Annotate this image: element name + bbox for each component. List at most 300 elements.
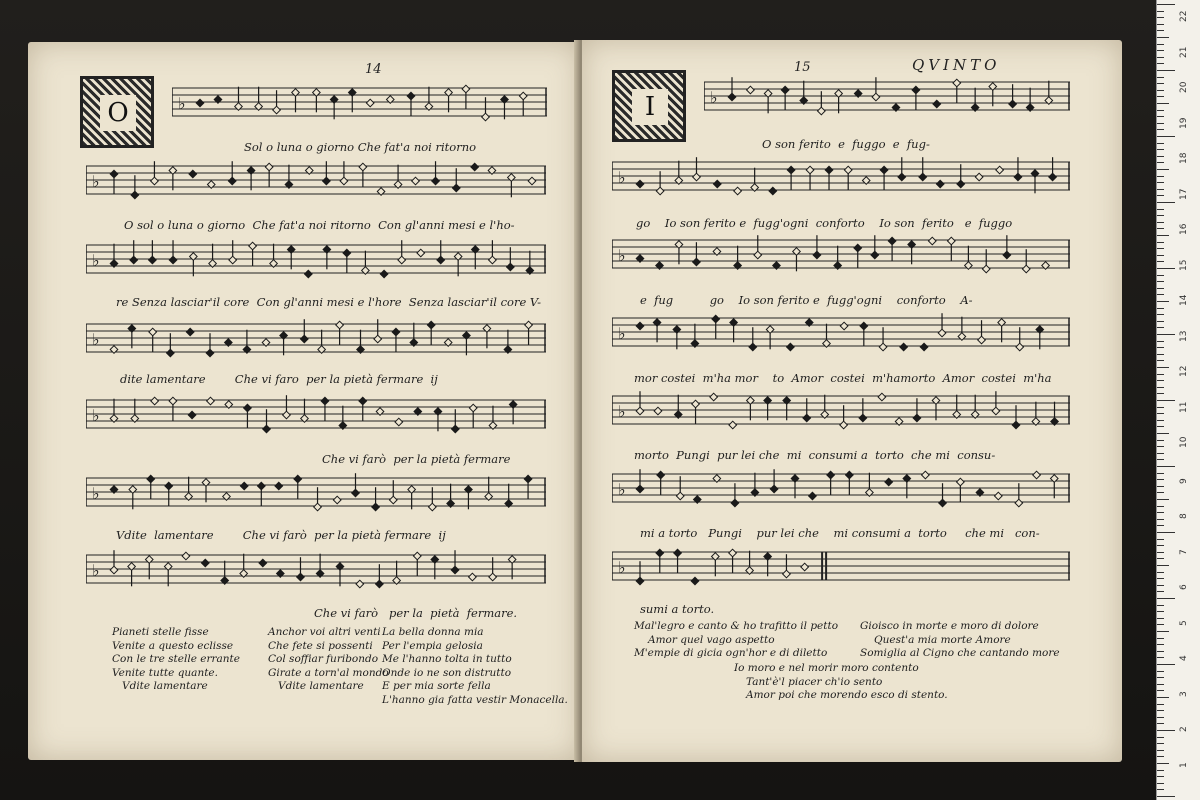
note-head — [149, 256, 157, 264]
note-head — [754, 251, 762, 259]
decorated-initial-right — [612, 70, 686, 142]
ruler-tick — [1157, 413, 1164, 414]
ruler-number: 10 — [1179, 436, 1189, 448]
staff-engraving — [172, 80, 547, 134]
note-head — [919, 173, 927, 181]
ruler-tick — [1157, 63, 1164, 64]
note-head — [729, 421, 737, 429]
ruler-number: 19 — [1179, 117, 1189, 129]
ruler-tick — [1157, 525, 1164, 526]
verse-line: Tant'è'l piacer ch'io sento — [746, 675, 883, 688]
note-head — [110, 566, 118, 574]
note-head — [147, 475, 155, 483]
verse-line: Somiglia al Cigno che cantando more — [860, 647, 1060, 660]
ruler-number: 17 — [1179, 188, 1189, 200]
staff-right-4 — [612, 310, 1070, 364]
clef-glyph: ♭ — [92, 484, 100, 503]
note-head — [413, 552, 421, 560]
note-head — [978, 336, 986, 344]
ruler-tick — [1157, 4, 1175, 5]
note-head — [801, 563, 809, 571]
note-head — [859, 414, 867, 422]
verse-left-col-2 — [268, 626, 389, 694]
clef-glyph: ♭ — [92, 406, 100, 425]
ruler-tick — [1157, 110, 1164, 111]
note-head — [1015, 499, 1023, 507]
ruler-number: 9 — [1179, 477, 1189, 484]
lyric-left-6: Vdite lamentare Che vi farò per la pietà fermare ij — [116, 528, 446, 542]
lyric-right-2: go Io son ferito e fugg'ogni conforto Io son ferito e fuggo — [636, 216, 1013, 230]
ruler-tick — [1157, 459, 1164, 460]
note-head — [451, 425, 459, 433]
clef-glyph: ♭ — [618, 324, 626, 343]
ruler-tick — [1157, 235, 1169, 236]
staff-left-1 — [172, 80, 547, 134]
verse-line: Io moro e nel morir moro contento — [734, 662, 919, 674]
note-head — [188, 411, 196, 419]
note-head — [314, 503, 322, 511]
staff-left-4 — [86, 316, 546, 370]
ruler-tick — [1157, 697, 1169, 698]
verse-line: L'hanno gia fatta vestir Monacella. — [382, 693, 568, 706]
note-head — [809, 492, 817, 500]
ruler-tick — [1157, 532, 1175, 533]
ruler-tick — [1157, 215, 1164, 216]
lyric-right-1: O son ferito e fuggo e fug- — [762, 137, 930, 151]
note-head — [359, 397, 367, 405]
note-head — [813, 251, 821, 259]
note-head — [305, 270, 313, 278]
note-head — [525, 321, 533, 329]
note-head — [674, 549, 682, 557]
note-head — [300, 335, 308, 343]
ruler-number: 12 — [1179, 365, 1189, 377]
ruler-tick — [1157, 294, 1164, 295]
lyric-left-2: O sol o luna o giorno Che fat'a noi ritorno Con gl'anni mesi e l'ho- — [124, 218, 515, 232]
ruler-tick — [1157, 776, 1164, 777]
measuring-ruler — [1156, 0, 1200, 800]
staff-engraving — [612, 232, 1070, 286]
lyric-right-6: mi a torto Pungi pur lei che mi consumi a torto che mi con- — [640, 526, 1040, 540]
ruler-tick — [1157, 17, 1164, 18]
ruler-number: 4 — [1179, 655, 1189, 661]
note-head — [827, 471, 835, 479]
note-head — [710, 393, 718, 401]
note-head — [975, 173, 983, 181]
ruler-tick — [1157, 261, 1164, 262]
staff-engraving — [612, 310, 1070, 364]
note-head — [749, 343, 757, 351]
note-head — [489, 573, 497, 581]
note-head — [366, 99, 374, 107]
ruler-tick — [1157, 664, 1175, 665]
ruler-tick — [1157, 136, 1175, 137]
note-head — [283, 411, 291, 419]
note-head — [1003, 251, 1011, 259]
lyric-right-3: e fug go Io son ferito e fugg'ogni conforto A- — [640, 293, 973, 307]
clef-glyph: ♭ — [618, 168, 626, 187]
note-head — [130, 256, 138, 264]
ruler-tick — [1157, 479, 1164, 480]
note-head — [898, 173, 906, 181]
verse-line: Venite a questo eclisse — [112, 639, 234, 652]
note-head — [860, 322, 868, 330]
ruler-tick — [1157, 228, 1164, 229]
ruler-tick — [1157, 624, 1164, 625]
note-head — [469, 404, 477, 412]
note-head — [770, 485, 778, 493]
note-head — [691, 577, 699, 585]
ruler-tick — [1157, 631, 1169, 632]
staff-right-5 — [612, 388, 1070, 442]
ruler-tick — [1157, 308, 1164, 309]
note-head — [524, 475, 532, 483]
verse-line: Girate a torn'al mondo — [268, 666, 389, 679]
note-head — [992, 407, 1000, 415]
staff-right-1 — [704, 74, 1070, 128]
ruler-tick — [1157, 176, 1164, 177]
verse-line: Onde io ne son distrutto — [382, 666, 512, 679]
ruler-tick — [1157, 657, 1164, 658]
note-head — [939, 499, 947, 507]
note-head — [783, 570, 791, 578]
note-head — [818, 107, 826, 115]
note-head — [359, 163, 367, 171]
ruler-number: 16 — [1179, 223, 1189, 235]
staff-right-3 — [612, 232, 1070, 286]
note-head — [333, 496, 341, 504]
verse-line: Me l'hanno tolta in tutto — [382, 653, 512, 666]
clef-glyph: ♭ — [710, 88, 718, 107]
ruler-tick — [1157, 420, 1164, 421]
ruler-tick — [1157, 50, 1164, 51]
ruler-tick — [1157, 737, 1164, 738]
staff-engraving — [86, 547, 546, 601]
staff-engraving — [86, 392, 546, 446]
ruler-number: 5 — [1179, 619, 1189, 626]
ruler-tick — [1157, 195, 1164, 196]
note-head — [734, 187, 742, 195]
note-head — [676, 492, 684, 500]
note-head — [294, 475, 302, 483]
note-head — [471, 163, 479, 171]
ruler-tick — [1157, 440, 1164, 441]
ruler-tick — [1157, 473, 1164, 474]
ruler-number: 15 — [1179, 259, 1189, 271]
lyric-left-5: Che vi farò per la pietà fermare — [322, 452, 511, 466]
ruler-tick — [1157, 11, 1164, 12]
note-head — [507, 263, 515, 271]
ruler-tick — [1157, 638, 1164, 639]
ruler-tick — [1157, 202, 1175, 203]
ruler-tick — [1157, 512, 1164, 513]
ruler-tick — [1157, 129, 1164, 130]
note-head — [1049, 173, 1057, 181]
ruler-tick — [1157, 44, 1164, 45]
note-head — [437, 256, 445, 264]
note-head — [417, 249, 425, 257]
ruler-number: 7 — [1179, 548, 1189, 555]
note-head — [636, 180, 644, 188]
note-head — [953, 79, 961, 87]
ruler-tick — [1157, 611, 1164, 612]
ruler-tick — [1157, 182, 1164, 183]
ruler-tick — [1157, 407, 1164, 408]
lyric-left-4: dite lamentare Che vi faro per la pietà fermare ij — [120, 372, 438, 386]
staff-engraving — [612, 544, 1070, 598]
ruler-tick — [1157, 789, 1164, 790]
ruler-tick — [1157, 116, 1164, 117]
note-head — [880, 166, 888, 174]
note-head — [747, 86, 755, 94]
staff-left-3 — [86, 237, 546, 291]
ruler-number: 2 — [1179, 726, 1189, 732]
note-head — [451, 566, 459, 574]
ruler-tick — [1157, 321, 1164, 322]
ruler-tick — [1157, 268, 1175, 269]
note-head — [912, 86, 920, 94]
note-head — [1016, 343, 1024, 351]
staff-engraving — [612, 466, 1070, 520]
verse-right-col-1 — [634, 620, 838, 661]
ruler-tick — [1157, 499, 1169, 500]
ruler-tick — [1157, 426, 1164, 427]
ruler-tick — [1157, 77, 1164, 78]
note-head — [957, 180, 965, 188]
ruler-tick — [1157, 585, 1164, 586]
note-head — [374, 335, 382, 343]
ruler-number: 6 — [1179, 584, 1189, 590]
ruler-tick — [1157, 281, 1164, 282]
note-head — [151, 177, 159, 185]
note-head — [519, 92, 527, 100]
ruler-tick — [1157, 558, 1164, 559]
ruler-tick — [1157, 466, 1175, 467]
verse-line: Vdite lamentare — [112, 680, 208, 693]
clef-glyph: ♭ — [618, 480, 626, 499]
ruler-tick — [1157, 545, 1164, 546]
ruler-tick — [1157, 393, 1164, 394]
note-head — [265, 163, 273, 171]
verse-line: M'empie di gicia ogn'hor e di diletto — [634, 647, 828, 660]
lyric-right-5: morto Pungi pur lei che mi consumi a torto che mi consu- — [634, 448, 996, 462]
staff-engraving — [612, 154, 1070, 208]
verse-line: Quest'a mia morte Amore — [874, 633, 1011, 646]
note-head — [692, 400, 700, 408]
note-head — [169, 397, 177, 405]
note-head — [412, 177, 420, 185]
ruler-tick — [1157, 156, 1164, 157]
verse-left-col-1 — [112, 626, 240, 694]
note-head — [167, 349, 175, 357]
ruler-tick — [1157, 70, 1175, 71]
ruler-tick — [1157, 24, 1164, 25]
verse-line: Mal'legro e canto & ho trafitto il petto — [634, 620, 839, 632]
verse-line: Con le tre stelle errante — [112, 653, 240, 666]
note-head — [656, 187, 664, 195]
ruler-tick — [1157, 103, 1169, 104]
ruler-tick — [1157, 149, 1164, 150]
ruler-tick — [1157, 341, 1164, 342]
ruler-tick — [1157, 519, 1164, 520]
note-head — [840, 322, 848, 330]
ruler-tick — [1157, 717, 1164, 718]
ruler-number: 11 — [1179, 401, 1189, 413]
ruler-tick — [1157, 690, 1164, 691]
note-head — [149, 328, 157, 336]
note-head — [636, 407, 644, 415]
ruler-number: 22 — [1179, 10, 1189, 22]
note-head — [1033, 471, 1041, 479]
note-head — [427, 321, 435, 329]
note-head — [885, 478, 893, 486]
note-head — [376, 580, 384, 588]
ruler-tick — [1157, 143, 1164, 144]
ruler-tick — [1157, 684, 1164, 685]
note-head — [380, 270, 388, 278]
note-head — [297, 573, 305, 581]
verse-left-col-3 — [382, 626, 568, 708]
note-head — [244, 404, 252, 412]
lyric-left-7: Che vi farò per la pietà fermare. — [314, 606, 518, 620]
note-head — [922, 471, 930, 479]
note-head — [429, 503, 437, 511]
note-head — [781, 86, 789, 94]
initial-letter-right: I — [632, 89, 668, 125]
ruler-tick — [1157, 380, 1164, 381]
note-head — [275, 482, 283, 490]
note-head — [787, 343, 795, 351]
ruler-tick — [1157, 605, 1164, 606]
note-head — [729, 549, 737, 557]
ruler-tick — [1157, 453, 1164, 454]
ruler-tick — [1157, 354, 1164, 355]
ruler-tick — [1157, 433, 1169, 434]
note-head — [207, 397, 215, 405]
note-head — [201, 559, 209, 567]
note-head — [933, 100, 941, 108]
note-head — [840, 421, 848, 429]
note-head — [1009, 100, 1017, 108]
ruler-tick — [1157, 723, 1164, 724]
ruler-tick — [1157, 756, 1164, 757]
lyric-right-4: mor costei m'ha mor to Amor costei m'hamorto Amor costei m'ha — [634, 371, 1052, 385]
note-head — [728, 93, 736, 101]
clef-glyph: ♭ — [92, 561, 100, 580]
ruler-tick — [1157, 618, 1164, 619]
ruler-tick — [1157, 242, 1164, 243]
ruler-tick — [1157, 565, 1169, 566]
note-head — [528, 177, 536, 185]
left-page-number: 14 — [365, 62, 382, 77]
staff-right-2 — [612, 154, 1070, 208]
note-head — [900, 343, 908, 351]
note-head — [395, 418, 403, 426]
note-head — [258, 482, 266, 490]
clef-glyph: ♭ — [92, 251, 100, 270]
staff-right-6 — [612, 466, 1070, 520]
ruler-tick — [1157, 743, 1164, 744]
ruler-tick — [1157, 644, 1164, 645]
note-head — [844, 166, 852, 174]
lyric-left-1: Sol o luna o giorno Che fat'a noi ritorno — [244, 140, 477, 154]
note-head — [182, 552, 190, 560]
note-head — [340, 177, 348, 185]
note-head — [656, 549, 664, 557]
verse-line: Anchor voi altri venti — [268, 626, 381, 638]
ruler-number: 18 — [1179, 152, 1189, 164]
note-head — [731, 499, 739, 507]
staff-left-2 — [86, 158, 546, 212]
note-head — [636, 322, 644, 330]
ruler-tick — [1157, 189, 1164, 190]
verse-line: Col soffiar furibondo — [268, 653, 379, 666]
ruler-tick — [1157, 651, 1164, 652]
note-head — [392, 328, 400, 336]
ruler-tick — [1157, 255, 1164, 256]
ruler-tick — [1157, 492, 1164, 493]
clef-glyph: ♭ — [618, 402, 626, 421]
note-head — [854, 244, 862, 252]
ruler-tick — [1157, 37, 1169, 38]
verse-line: La bella donna mia — [382, 626, 484, 638]
note-head — [273, 106, 281, 114]
note-head — [169, 256, 177, 264]
ruler-number: 3 — [1179, 690, 1189, 697]
ruler-tick — [1157, 578, 1164, 579]
ruler-tick — [1157, 506, 1164, 507]
decorated-initial-left — [80, 76, 154, 148]
note-head — [636, 577, 644, 585]
note-head — [263, 425, 271, 433]
staff-engraving — [704, 74, 1070, 128]
ruler-tick — [1157, 591, 1164, 592]
note-head — [996, 166, 1004, 174]
note-head — [165, 482, 173, 490]
ruler-tick — [1157, 248, 1164, 249]
ruler-tick — [1157, 796, 1175, 797]
ruler-tick — [1157, 598, 1175, 599]
lyric-right-7: sumi a torto. — [640, 602, 715, 616]
note-head — [407, 92, 415, 100]
ruler-tick — [1157, 374, 1164, 375]
ruler-tick — [1157, 57, 1164, 58]
ruler-tick — [1157, 90, 1164, 91]
lyric-left-3: re Senza lasciar'il core Con gl'anni mesi e l'hore Senza lasciar'il core V- — [116, 295, 542, 309]
staff-engraving — [86, 316, 546, 370]
clef-glyph: ♭ — [92, 330, 100, 349]
note-head — [1014, 173, 1022, 181]
note-head — [713, 180, 721, 188]
note-head — [110, 170, 118, 178]
ruler-number: 13 — [1179, 330, 1189, 342]
ruler-tick — [1157, 288, 1164, 289]
ruler-tick — [1157, 327, 1164, 328]
note-head — [151, 397, 159, 405]
note-head — [957, 478, 965, 486]
note-head — [469, 573, 477, 581]
note-head — [657, 471, 665, 479]
ruler-number: 20 — [1179, 81, 1189, 93]
note-head — [888, 237, 896, 245]
note-head — [356, 580, 364, 588]
staff-engraving — [612, 388, 1070, 442]
ruler-tick — [1157, 704, 1164, 705]
staff-right-7 — [612, 544, 1070, 598]
ruler-tick — [1157, 387, 1164, 388]
note-head — [259, 559, 267, 567]
verse-line: Pianeti stelle fisse — [112, 626, 209, 638]
